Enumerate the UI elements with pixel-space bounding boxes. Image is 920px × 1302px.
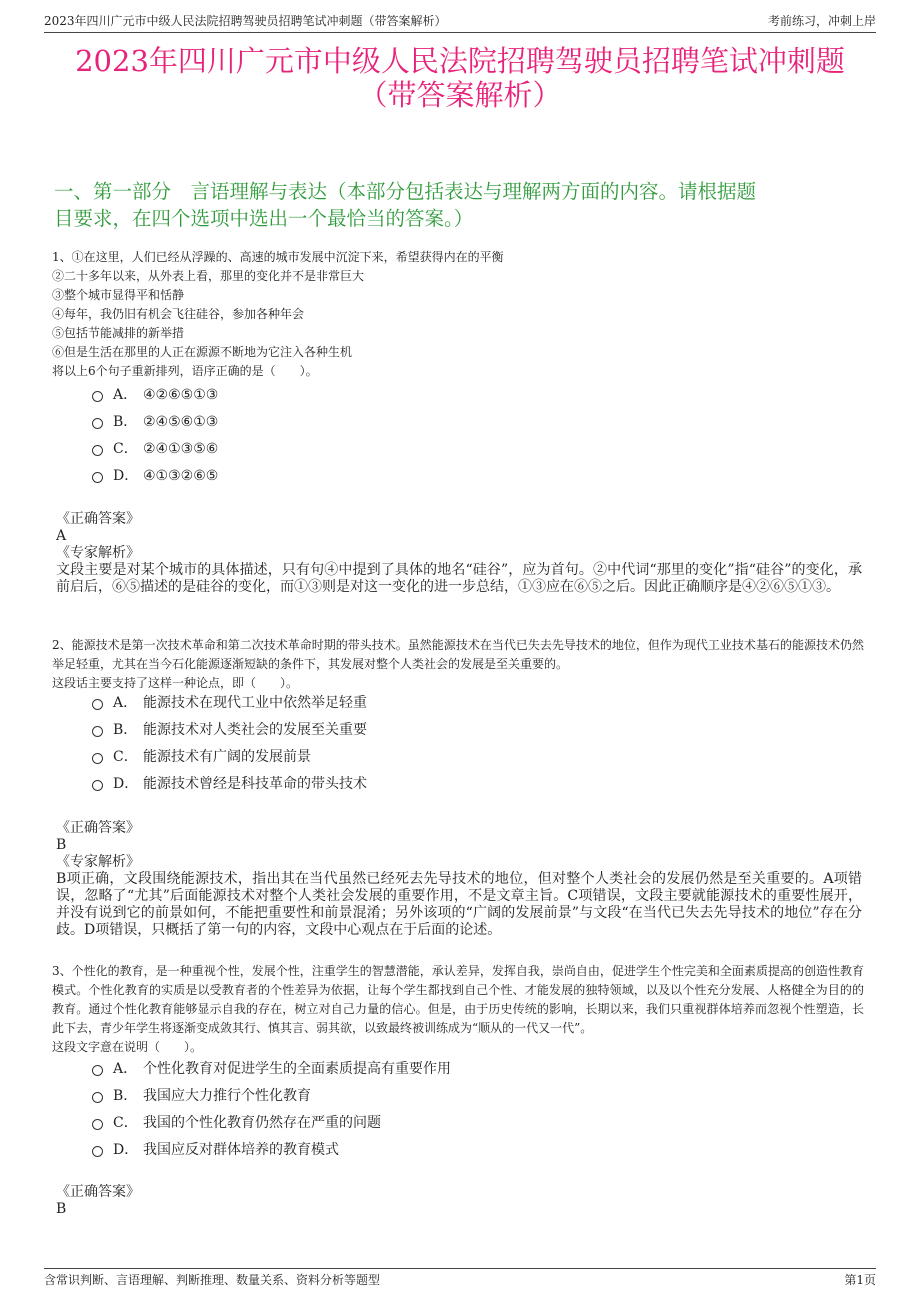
radio-button[interactable] (92, 1146, 103, 1157)
section-heading-line-1: 一、第一部分 言语理解与表达（本部分包括表达与理解两方面的内容。请根据题 (54, 180, 757, 203)
question-line: ③整个城市显得平和恬静 (52, 288, 185, 302)
question-text: 3、个性化的教育，是一种重视个性，发展个性，注重学生的智慧潜能，承认差异，发挥自我，崇尚自由，促进学生个性完美和全面素质提高的创造性教育模式。个性化教育的实质是以受教育者的个性差异为依据，让每个学生都找到自己个性、才能发展的独特领域，以及以个性充分发展、人格健全为目的的教育。通过个性化教育能够显示自我的存在，树立对自己力量的信心。但是，由于历史传统的影响，长期以来，我们只重视群体培养而忽视个性塑造，长此下去，青少年学生将逐渐变成敛其行、慎其言、弱其欲，以致最终被训练成为“顺从的一代又一代”。 (52, 964, 864, 1035)
section-heading-line-2: 目要求，在四个选项中选出一个最恰当的答案。） (54, 207, 474, 230)
question-3-stem (52, 962, 864, 1057)
radio-button[interactable] (92, 445, 103, 456)
running-header (44, 10, 876, 33)
radio-button[interactable] (92, 418, 103, 429)
question-prompt: 这段话主要支持了这样一种论点，即（ ）。 (52, 676, 299, 690)
question-line: ⑤包括节能减排的新举措 (52, 326, 185, 340)
title-line-2: （带答案解析） (358, 78, 562, 112)
title-line-1: 2023年四川广元市中级人民法院招聘驾驶员招聘笔试冲刺题 (75, 44, 845, 78)
radio-button[interactable] (92, 472, 103, 483)
radio-button[interactable] (92, 699, 103, 710)
radio-button[interactable] (92, 391, 103, 402)
answer-label: 《正确答案》 (56, 511, 140, 527)
question-line: ④每年，我仍旧有机会飞往硅谷，参加各种年会 (52, 307, 305, 321)
question-3-answer (56, 1184, 862, 1218)
page-number: 第1页 (844, 1273, 876, 1287)
question-1-answer (56, 511, 862, 596)
analysis-label: 《专家解析》 (56, 854, 140, 870)
answer-label: 《正确答案》 (56, 820, 140, 836)
footer-topics: 含常识判断、言语理解、判断推理、数量关系、资料分析等题型 (44, 1273, 381, 1287)
question-line: 1、①在这里，人们已经从浮躁的、高速的城市发展中沉淀下来，希望获得内在的平衡 (52, 250, 504, 264)
question-prompt: 将以上6个句子重新排列，语序正确的是（ ）。 (52, 364, 318, 378)
question-line: ②二十多年以来，从外表上看，那里的变化并不是非常巨大 (52, 269, 365, 283)
radio-button[interactable] (92, 1092, 103, 1103)
document-title (40, 44, 880, 112)
answer-value: A (56, 528, 67, 544)
radio-button[interactable] (92, 753, 103, 764)
question-text: 2、能源技术是第一次技术革命和第二次技术革命时期的带头技术。虽然能源技术在当代已失去先导技术的地位，但作为现代工业技术基石的能源技术仍然举足轻重，尤其在当今石化能源逐渐短缺的条件下，其发展对整个人类社会的发展是至关重要的。 (52, 638, 864, 671)
radio-button[interactable] (92, 1065, 103, 1076)
radio-button[interactable] (92, 726, 103, 737)
answer-value: B (56, 837, 67, 853)
radio-button[interactable] (92, 780, 103, 791)
page-footer (44, 1268, 876, 1291)
question-1-stem (52, 248, 864, 381)
question-2-answer (56, 820, 862, 939)
section-heading (54, 178, 870, 232)
header-slogan: 考前练习，冲刺上岸 (767, 14, 876, 28)
analysis-text: 文段主要是对某个城市的具体描述，只有句④中提到了具体的地名“硅谷”，应为首句。②中代词“那里的变化”指“硅谷”的变化，承前启后，⑥⑤描述的是硅谷的变化，而①③则是对这一变化的进一步总结，①③应在⑥⑤之后。因此正确顺序是④②⑥⑤①③。 (56, 562, 862, 595)
question-line: ⑥但是生活在那里的人正在源源不断地为它注入各种生机 (52, 345, 353, 359)
header-document-name: 2023年四川广元市中级人民法院招聘驾驶员招聘笔试冲刺题（带答案解析） (44, 14, 447, 28)
answer-label: 《正确答案》 (56, 1184, 140, 1200)
question-prompt: 这段文字意在说明（ ）。 (52, 1040, 203, 1054)
radio-button[interactable] (92, 1119, 103, 1130)
analysis-label: 《专家解析》 (56, 545, 140, 561)
analysis-text: B项正确，文段围绕能源技术，指出其在当代虽然已经死去先导技术的地位，但对整个人类社会的发展仍然是至关重要的。A项错误，忽略了“尤其”后面能源技术对整个人类社会发展的重要作用，不是文章主旨。C项错误，文段主要就能源技术的重要性展开，并没有说到它的前景如何，不能把重要性和前景混淆；另外该项的“广阔的发展前景”与文段“在当代已失去先导技术的地位”存在分歧。D项错误，只概括了第一句的内容，文段中心观点在于后面的论述。 (56, 871, 862, 938)
answer-value: B (56, 1201, 67, 1217)
question-2-stem (52, 636, 864, 693)
